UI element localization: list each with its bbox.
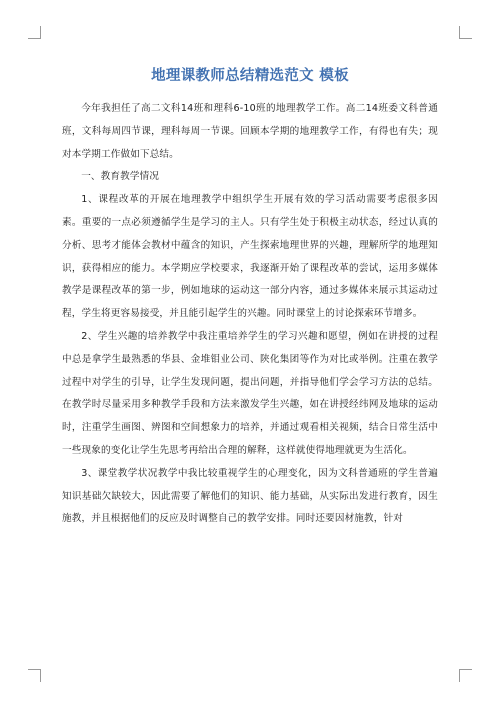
document-body [62,98,438,531]
crop-mark-bottom-right [459,669,472,682]
crop-mark-top-right [459,26,472,39]
crop-mark-bottom-left [28,669,41,682]
document-title: 地理课教师总结精选范文 模板 [151,68,349,84]
crop-mark-top-left [28,26,41,39]
paragraph-intro: 今年我担任了高二文科14班和理科6-10班的地理教学工作。高二14班委文科普通班，文科每周四节课，理科每周一节课。回顾本学期的地理教学工作，有得也有失；现对本学期工作做如下总结。 [62,103,438,160]
paragraph-classroom-teaching: 3、课堂教学状况教学中我比较重视学生的心理变化，因为文科普通班的学生普遍知识基础欠缺较大，因此需要了解他们的知识、能力基础，从实际出发进行教育，因生施教，并且根据他们的反应及时调整自己的教学安排。同时还要因材施教，针对 [62,467,438,525]
paragraph-curriculum-reform: 1、课程改革的开展在地理教学中组织学生开展有效的学习活动需要考虑很多因素。重要的一点必须遵循学生是学习的主人。只有学生处于积极主动状态，经过认真的分析、思考才能体会教材中蕴含的知识，产生探索地理世界的兴趣，理解所学的地理知识，获得相应的能力。本学期应学校要求，我逐渐开始了课程改革的尝试，运用多媒体教学是课程改革的第一步，例如地球的运动这一部分内容，通过多媒体来展示其运动过程，学生将更容易接受，并且能引起学生的兴趣。同时课堂上的讨论探索环节增多。 [62,194,438,320]
paragraph-student-interest: 2、学生兴趣的培养教学中我注重培养学生的学习兴趣和愿望，例如在讲授的过程中总是拿学生最熟悉的华县、金堆钼业公司、陕化集团等作为对比或举例。注重在教学过程中对学生的引导，让学生发现问题，提出问题，并指导他们学会学习方法的总结。在教学时尽量采用多种教学手段和方法来激发学生兴趣，如在讲授经纬网及地球的运动时，注重学生画图、辨图和空间想象力的培养，并通过观看相关视频，结合日常生活中一些现象的变化让学生先思考再给出合理的解释，这样就使得地理就更为生活化。 [62,330,438,456]
section-heading: 一、教育教学情况 [81,171,160,183]
